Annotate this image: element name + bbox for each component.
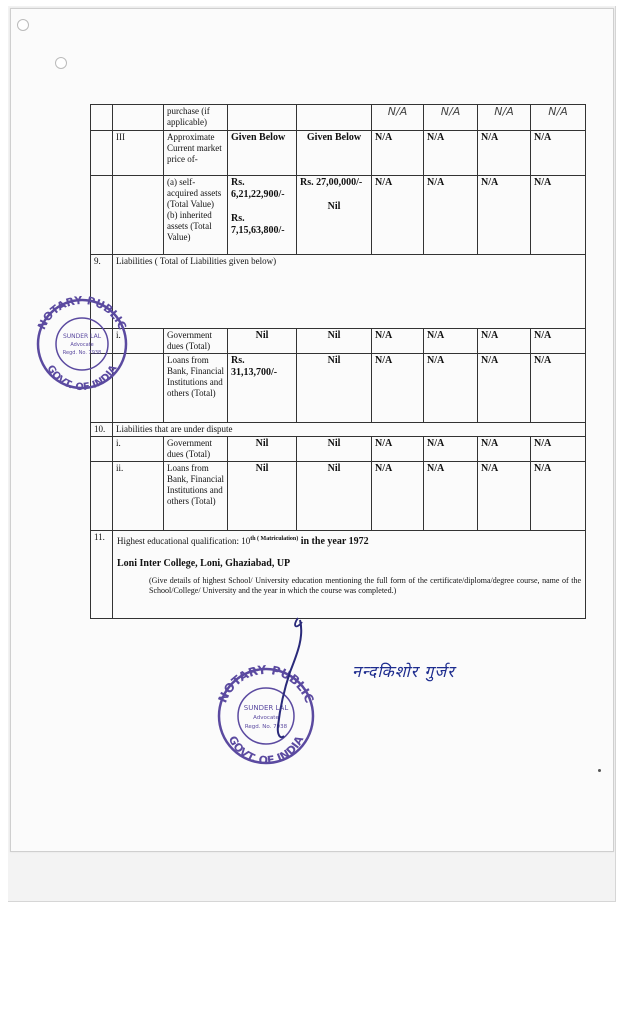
na-cell: N/A <box>478 437 531 462</box>
section-heading: Liabilities ( Total of Liabilities given below) <box>113 255 586 329</box>
row-desc: Government dues (Total) <box>164 437 228 462</box>
row-number: i. <box>113 329 164 354</box>
qualification-superscript: th ( Matriculation) <box>250 536 299 542</box>
notary-stamp-left <box>28 296 136 392</box>
table-row <box>91 354 586 423</box>
na-cell: N/A <box>531 329 586 354</box>
inherited-label: (b) inherited assets (Total Value) <box>167 210 212 242</box>
notary-signature <box>250 616 320 746</box>
spouse-value: Nil <box>297 354 372 423</box>
table-row <box>91 176 586 255</box>
stamp-regd: Regd. No. 7938 <box>62 350 102 356</box>
self-value: Rs. 31,13,700/- <box>228 354 297 423</box>
na-cell: N/A <box>424 437 478 462</box>
inherited-value: Rs. 7,15,63,800/- <box>231 213 285 236</box>
na-cell: N/A <box>372 437 424 462</box>
section-number: 10. <box>91 423 113 437</box>
section-number: 11. <box>91 531 113 619</box>
table-row <box>91 462 586 531</box>
na-cell: N/A <box>372 105 424 131</box>
na-cell: N/A <box>372 329 424 354</box>
table-row <box>91 437 586 462</box>
stamp-regd: Regd. No. 7938 <box>244 724 288 730</box>
table-row <box>91 329 586 354</box>
na-cell: N/A <box>478 354 531 423</box>
na-cell: N/A <box>531 462 586 531</box>
na-cell: N/A <box>478 176 531 255</box>
punch-hole <box>17 19 29 31</box>
section-row <box>91 531 586 619</box>
purchase-desc: purchase (if applicable) <box>164 105 228 131</box>
na-cell: N/A <box>478 105 531 131</box>
na-cell: N/A <box>531 105 586 131</box>
assets-desc <box>164 176 228 255</box>
self-value: Nil <box>228 437 297 462</box>
na-cell: N/A <box>531 131 586 176</box>
spouse-assets <box>297 176 372 255</box>
education-cell <box>113 531 586 619</box>
table-row <box>91 131 586 176</box>
spouse-value: Given Below <box>297 131 372 176</box>
self-assets <box>228 176 297 255</box>
self-acquired-value: Rs. 6,21,22,900/- <box>231 177 285 200</box>
self-value: Nil <box>228 462 297 531</box>
stamp-name: SUNDER LAL <box>62 333 102 340</box>
section-row <box>91 423 586 437</box>
qualification-label: Highest educational qualification: 10 <box>117 536 251 546</box>
punch-hole <box>55 57 67 69</box>
self-acquired-label: (a) self-acquired assets (Total Value) <box>167 177 222 209</box>
self-value: Nil <box>228 329 297 354</box>
section-row <box>91 255 586 329</box>
na-cell: N/A <box>478 462 531 531</box>
spouse-self-acquired-value: Rs. 27,00,000/- <box>300 177 363 188</box>
section-heading: Liabilities that are under dispute <box>113 423 586 437</box>
row-desc: Approximate Current market price of- <box>164 131 228 176</box>
stamp-role: Advocate <box>253 715 279 721</box>
college-name: Loni Inter College, Loni, Ghaziabad, UP <box>117 558 291 569</box>
table-row <box>91 105 586 131</box>
affidavit-table <box>90 104 586 619</box>
stamp-top-text: NOTARY PUBLIC <box>35 296 129 332</box>
stamp-bottom-text: GOVT. OF INDIA <box>44 363 120 392</box>
deponent-signature: नन्दकिशोर गुर्जर <box>352 662 455 681</box>
instruction-note: (Give details of highest School/ University education mentioning the full form of the certificate/diploma/degree course, name of the School/College/ University and the year in which the course was completed.) <box>149 576 581 595</box>
row-number: III <box>113 131 164 176</box>
spouse-value: Nil <box>297 437 372 462</box>
stamp-name: SUNDER LAL <box>243 704 289 712</box>
scan-speck <box>598 769 601 772</box>
stamp-role: Advocate <box>70 342 94 348</box>
na-cell: N/A <box>531 176 586 255</box>
row-number: i. <box>113 437 164 462</box>
na-cell: N/A <box>372 354 424 423</box>
na-cell: N/A <box>424 105 478 131</box>
row-desc: Government dues (Total) <box>164 329 228 354</box>
qualification-year: in the year 1972 <box>298 536 369 547</box>
spouse-value: Nil <box>297 329 372 354</box>
na-cell: N/A <box>531 437 586 462</box>
na-cell: N/A <box>424 176 478 255</box>
section-number: 9. <box>91 255 113 329</box>
na-cell: N/A <box>531 354 586 423</box>
row-desc: Loans from Bank, Financial Institutions and others (Total) <box>164 354 228 423</box>
row-number: ii. <box>113 462 164 531</box>
na-cell: N/A <box>424 462 478 531</box>
na-cell: N/A <box>372 176 424 255</box>
na-cell: N/A <box>372 462 424 531</box>
stamp-top-text: NOTARY PUBLIC <box>215 664 317 705</box>
spouse-value: Nil <box>297 462 372 531</box>
spouse-inherited-value: Nil <box>327 201 341 212</box>
education-qualification <box>117 533 581 548</box>
row-desc: Loans from Bank, Financial Institutions and others (Total) <box>164 462 228 531</box>
na-cell: N/A <box>372 131 424 176</box>
self-value: Given Below <box>228 131 297 176</box>
na-cell: N/A <box>424 131 478 176</box>
stamp-bottom-text: GOVT. OF INDIA <box>225 733 307 768</box>
na-cell: N/A <box>424 354 478 423</box>
na-cell: N/A <box>478 131 531 176</box>
na-cell: N/A <box>478 329 531 354</box>
na-cell: N/A <box>424 329 478 354</box>
